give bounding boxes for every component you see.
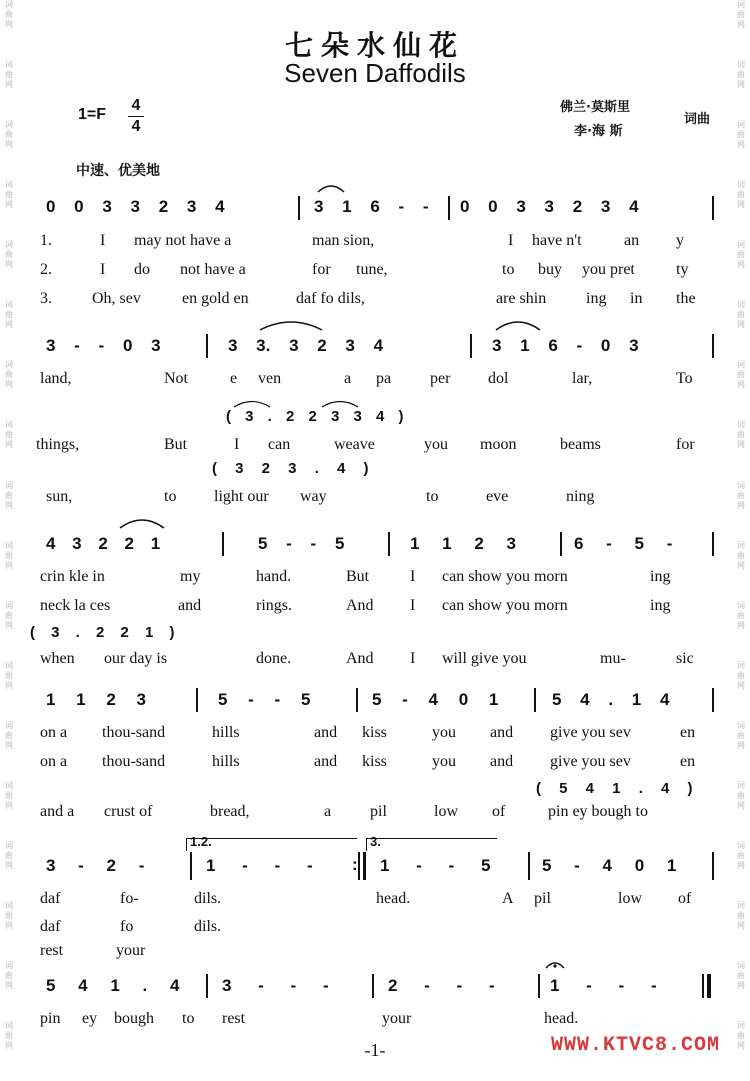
lyric: I [508, 232, 514, 249]
lyric: your [116, 942, 146, 959]
lyric: ing [650, 568, 671, 585]
slur [232, 398, 272, 408]
lyric: pil [370, 803, 387, 820]
lyric: thou-sand [102, 753, 166, 770]
barline [712, 688, 714, 712]
lyric: hand. [256, 568, 292, 585]
lyric: eve [486, 488, 509, 505]
barline [190, 852, 192, 880]
lyric: low [618, 890, 642, 907]
lyric: rings. [256, 597, 292, 614]
credit-role: 词曲 [684, 112, 711, 127]
watermark-right: 词 曲 网 词 曲 网 词 曲 网 词 曲 网 词 曲 网 词 曲 网 词 曲 网 词 曲 网 词 曲 网 词 曲 网 词 曲 网 词 曲 网 词 曲 网 词 曲 网 词 曲 网 词 曲 网 词 曲 网 词 曲 网 [737, 0, 745, 1051]
lyric: mu- [600, 650, 626, 667]
lyric: can show you morn [442, 597, 568, 614]
lyric: kiss [362, 724, 387, 741]
lyric: Oh, sev [92, 290, 141, 307]
lyric: and [178, 597, 202, 614]
notes-measure: 5 - 4 0 1 [372, 690, 499, 709]
lyric: an [624, 232, 640, 249]
lyric: crin kle in [40, 568, 105, 585]
lyric: ty [676, 261, 689, 278]
lyric: of [492, 803, 506, 820]
barline [560, 532, 562, 556]
key-signature: 1=F [78, 106, 107, 123]
lyric: for [312, 261, 331, 278]
lyric: things, [36, 436, 80, 453]
lyric: are shin [496, 290, 547, 307]
barline [448, 196, 450, 220]
lyric: low [434, 803, 458, 820]
lyric: will give you [442, 650, 527, 667]
lyric: rest [40, 942, 64, 959]
credit-lyricist: 佛兰·莫斯里 [560, 100, 630, 115]
lyric: pin ey bough to [548, 803, 648, 820]
alt-notes: ( 3 . 2 2 3 3 4 ) [226, 408, 404, 425]
lyric: when [40, 650, 75, 667]
lyric: And [346, 650, 374, 667]
lyric: your [382, 1010, 412, 1027]
barline [388, 532, 390, 556]
lyric: on a [40, 724, 68, 741]
notes-measure: 3 1 6 - - [314, 197, 429, 216]
barline-thick [363, 852, 366, 880]
barline [470, 334, 472, 358]
lyric: en gold en [182, 290, 249, 307]
lyric: e [230, 370, 238, 387]
lyric: a [324, 803, 332, 820]
lyric: pin [40, 1010, 61, 1027]
barline [712, 334, 714, 358]
lyric: per [430, 370, 451, 387]
lyric: ning [566, 488, 595, 505]
lyric: y [676, 232, 684, 249]
lyric: sun, [46, 488, 73, 505]
lyric: head. [544, 1010, 579, 1027]
barline [206, 334, 208, 358]
time-signature [126, 96, 146, 137]
lyric: bough [114, 1010, 154, 1027]
lyric: done. [256, 650, 292, 667]
lyric: buy [538, 261, 562, 278]
lyric: head. [376, 890, 411, 907]
lyric: can [268, 436, 291, 453]
barline [702, 974, 704, 998]
lyric: not have a [180, 261, 246, 278]
lyric: daf [40, 918, 61, 935]
lyric: crust of [104, 803, 153, 820]
notes-measure: 3 - - 0 3 [46, 336, 161, 355]
lyric: and [314, 753, 338, 770]
title-english: Seven Daffodils [284, 58, 466, 88]
lyric: rest [222, 1010, 246, 1027]
credit-composer: 李·海 斯 [574, 124, 623, 139]
lyric: tune, [356, 261, 388, 278]
lyric: dils. [194, 918, 222, 935]
barline [534, 688, 536, 712]
lyric: But [346, 568, 370, 585]
lyric: hills [212, 724, 240, 741]
lyric: ing [586, 290, 607, 307]
lyric: can show you morn [442, 568, 568, 585]
lyric: 2. [40, 261, 52, 278]
lyric: you [424, 436, 448, 453]
lyric: en [680, 753, 696, 770]
slur [258, 318, 324, 332]
lyric: But [164, 436, 188, 453]
lyric: daf [40, 890, 61, 907]
notes-measure: 1 - - 5 [380, 856, 491, 875]
lyric: fo [120, 918, 134, 935]
lyric: pa [376, 370, 392, 387]
lyric: Not [164, 370, 188, 387]
notes-measure: 3 - - - [222, 976, 329, 995]
notes-measure: 1 - - - [206, 856, 313, 875]
notes-measure: 5 - 4 0 1 [542, 856, 677, 875]
lyric: in [630, 290, 643, 307]
notes-measure: 0 0 3 3 2 3 4 [460, 197, 639, 216]
barline-final [707, 974, 711, 998]
lyric: en [680, 724, 696, 741]
lyric: bread, [210, 803, 250, 820]
barline [222, 532, 224, 556]
lyric: and [490, 724, 514, 741]
lyric: way [300, 488, 327, 505]
page-number: -1- [364, 1040, 386, 1060]
barline [196, 688, 198, 712]
notes-measure: 3 1 6 - 0 3 [492, 336, 639, 355]
barline [356, 688, 358, 712]
lyric: lar, [572, 370, 593, 387]
lyric: I [100, 232, 106, 249]
lyric: fo- [120, 890, 139, 907]
slur [320, 398, 360, 408]
lyric: neck la ces [40, 597, 111, 614]
lyric: ey [82, 1010, 98, 1027]
lyric: our day is [104, 650, 168, 667]
lyric: ven [258, 370, 282, 387]
notes-measure: 1 - - - [550, 976, 657, 995]
lyric: and [314, 724, 338, 741]
lyric: man sion, [312, 232, 375, 249]
title-chinese: 七朵水仙花 [284, 29, 465, 62]
lyric: do [134, 261, 150, 278]
lyric: weave [334, 436, 375, 453]
lyric: hills [212, 753, 240, 770]
lyric: on a [40, 753, 68, 770]
lyric: light our [214, 488, 269, 505]
alt-notes: ( 5 4 1 . 4 ) [536, 780, 693, 797]
slur [494, 318, 542, 332]
alt-notes: ( 3 . 2 2 1 ) [30, 624, 175, 641]
lyric: you pret [582, 261, 635, 278]
notes-measure: 5 - - 5 [218, 690, 311, 709]
barline [712, 532, 714, 556]
lyric: I [410, 568, 416, 585]
lyric: the [676, 290, 696, 307]
notes-measure: 0 0 3 3 2 3 4 [46, 197, 225, 216]
lyric: dils. [194, 890, 222, 907]
volta-label-1: 1.2. [190, 834, 212, 849]
barline [206, 974, 208, 998]
notes-measure: 2 - - - [388, 976, 495, 995]
lyric: beams [560, 436, 601, 453]
lyric: daf fo dils, [296, 290, 365, 307]
lyric: a [344, 370, 352, 387]
notes-measure: 5 4 . 1 4 [552, 690, 670, 709]
notes-measure: 1 1 2 3 [410, 534, 516, 553]
lyric: may not have a [134, 232, 232, 249]
lyric: I [234, 436, 240, 453]
lyric: give you sev [550, 724, 631, 741]
lyric: ing [650, 597, 671, 614]
lyric: kiss [362, 753, 387, 770]
volta-bracket-2 [366, 838, 497, 851]
lyric: give you sev [550, 753, 631, 770]
lyric: to [502, 261, 515, 278]
lyric: my [180, 568, 201, 585]
lyric: A [502, 890, 514, 907]
lyric: sic [676, 650, 694, 667]
tempo-marking: 中速、优美地 [76, 163, 160, 179]
alt-notes: ( 3 2 3 . 4 ) [212, 460, 369, 477]
barline [372, 974, 374, 998]
lyric: thou-sand [102, 724, 166, 741]
lyric: you [432, 724, 456, 741]
lyric: pil [534, 890, 551, 907]
lyric: you [432, 753, 456, 770]
lyric: I [100, 261, 106, 278]
lyric: to [164, 488, 177, 505]
lyric: land, [40, 370, 72, 387]
notes-measure: 5 4 1 . 4 [46, 976, 180, 995]
notes-measure: 3 - 2 - [46, 856, 145, 875]
notes-measure: 1 1 2 3 [46, 690, 146, 709]
lyric: to [182, 1010, 195, 1027]
barline [358, 852, 360, 880]
slur [118, 516, 166, 530]
lyric: to [426, 488, 439, 505]
repeat-sign: : [352, 855, 358, 874]
lyric: I [410, 650, 416, 667]
volta-label-2: 3. [370, 834, 381, 849]
notes-measure: 5 - - 5 [258, 534, 345, 553]
site-watermark: WWW.KTVC8.COM [550, 1034, 720, 1057]
lyric: 3. [40, 290, 52, 307]
barline [712, 196, 714, 220]
meter-top: 4 [131, 97, 141, 114]
lyric: dol [488, 370, 509, 387]
fermata-icon [544, 958, 566, 970]
lyric: I [410, 597, 416, 614]
lyric: and a [40, 803, 75, 820]
barline [712, 852, 714, 880]
meter-bottom: 4 [131, 118, 141, 135]
notes-measure: 4 3 2 2 1 [46, 534, 161, 553]
lyric: To [676, 370, 693, 387]
slur [316, 180, 346, 194]
barline [298, 196, 300, 220]
notes-measure: 6 - 5 - [574, 534, 673, 553]
barline [528, 852, 530, 880]
lyric: moon [480, 436, 517, 453]
lyric: And [346, 597, 374, 614]
watermark-left: 词 曲 网 词 曲 网 词 曲 网 词 曲 网 词 曲 网 词 曲 网 词 曲 网 词 曲 网 词 曲 网 词 曲 网 词 曲 网 词 曲 网 词 曲 网 词 曲 网 词 曲 网 词 曲 网 词 曲 网 词 曲 网 [5, 0, 13, 1051]
lyric: of [678, 890, 692, 907]
lyric: 1. [40, 232, 52, 249]
barline [538, 974, 540, 998]
lyric: for [676, 436, 695, 453]
notes-measure: 3 3. 3 2 3 4 [228, 336, 384, 355]
lyric: have n't [532, 232, 582, 249]
lyric: and [490, 753, 514, 770]
